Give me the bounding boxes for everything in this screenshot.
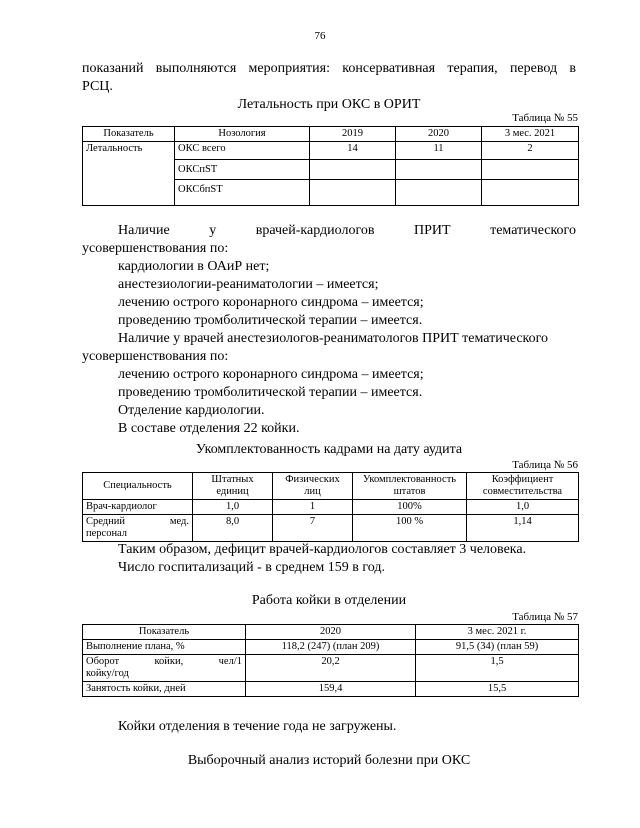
name-cell (83, 655, 246, 682)
name-cell: Выполнение плана, % (83, 640, 246, 655)
table56-title: Укомплектованность кадрами на дату аудита (195, 442, 463, 457)
word: Оборот (86, 656, 120, 667)
word: тематического (490, 223, 576, 238)
cardio-line-6: проведению тромболитической терапии – имеется. (118, 313, 423, 328)
table55-label: Таблица № 55 (512, 112, 578, 124)
header-cell: Коэффициент совместительства (467, 473, 579, 500)
intro-line-1: показаний выполняются мероприятия: консервативная терапия, перевод в (82, 61, 576, 76)
value-cell (310, 180, 396, 206)
value-cell: 1,14 (467, 515, 579, 542)
header-cell: Физических лиц (273, 473, 353, 500)
table-header-row (83, 127, 579, 142)
value-cell: 7 (273, 515, 353, 542)
table55-title: Летальность при ОКС в ОРИТ (237, 97, 421, 112)
table56-label: Таблица № 56 (512, 459, 578, 471)
summary-line-2: Число госпитализаций - в среднем 159 в год. (118, 560, 385, 575)
value-cell: 1,5 (416, 655, 579, 682)
value-cell: 1,0 (467, 500, 579, 515)
header-cell: Показатель (83, 625, 246, 640)
cardio-line-5: лечению острого коронарного синдрома – имеется; (118, 295, 424, 310)
spec-cell (83, 515, 193, 542)
value-cell (310, 160, 396, 180)
table-row (83, 500, 579, 515)
closing-line-1: Койки отделения в течение года не загружены. (118, 719, 397, 734)
word: у (209, 223, 217, 238)
nosology-cell: ОКС всего (175, 142, 310, 160)
header-cell: Специальность (83, 473, 193, 500)
summary-line-1: Таким образом, дефицит врачей-кардиологов составляет 3 человека. (118, 542, 527, 557)
value-cell: 118,2 (247) (план 209) (246, 640, 416, 655)
word: персонал (86, 528, 128, 539)
table-row (83, 515, 579, 542)
word: чел/1 (218, 656, 242, 667)
header-cell: 2019 (310, 127, 396, 142)
header-cell: Нозология (175, 127, 310, 142)
table57-label: Таблица № 57 (512, 611, 578, 623)
name-cell: Занятость койки, дней (83, 682, 246, 697)
value-cell: 2 (482, 142, 579, 160)
value-cell: 1,0 (193, 500, 273, 515)
spec-cell: Врач-кардиолог (83, 500, 193, 515)
intro-line-2: РСЦ. (82, 79, 113, 94)
value-cell: 100 % (353, 515, 467, 542)
header-cell: Показатель (83, 127, 175, 142)
table-row (83, 655, 579, 682)
page-number: 76 (314, 30, 326, 42)
table57-title: Работа койки в отделении (251, 593, 407, 608)
table-row (83, 142, 579, 160)
word: мед. (169, 516, 189, 527)
value-cell (396, 180, 482, 206)
value-cell: 100% (353, 500, 467, 515)
row-label: Летальность (83, 142, 175, 206)
cardio-line-3: кардиологии в ОАиР нет; (118, 259, 270, 274)
anest-line-6: В составе отделения 22 койки. (118, 421, 300, 436)
word: Наличие (118, 223, 170, 238)
closing-heading: Выборочный анализ историй болезни при ОКС (187, 753, 471, 768)
value-cell (482, 180, 579, 206)
cardio-line-4: анестезиологии-реаниматологии – имеется; (118, 277, 379, 292)
nosology-cell: ОКСпST (175, 160, 310, 180)
word: койку/год (86, 668, 129, 679)
anest-line-1: Наличие у врачей анестезиологов-реаниматологов ПРИТ тематического (118, 331, 549, 346)
header-cell: Укомплектованность штатов (353, 473, 467, 500)
value-cell: 1 (273, 500, 353, 515)
value-cell: 8,0 (193, 515, 273, 542)
value-cell: 159,4 (246, 682, 416, 697)
value-cell (396, 160, 482, 180)
value-cell: 11 (396, 142, 482, 160)
table-row (83, 640, 579, 655)
cardio-line-2: усовершенствования по: (82, 241, 229, 256)
header-cell: Штатных единиц (193, 473, 273, 500)
anest-line-2: усовершенствования по: (82, 349, 229, 364)
table-57 (82, 624, 579, 697)
header-cell: 2020 (396, 127, 482, 142)
value-cell: 91,5 (34) (план 59) (416, 640, 579, 655)
header-cell: 3 мес. 2021 (482, 127, 579, 142)
anest-line-5: Отделение кардиологии. (118, 403, 265, 418)
table-56 (82, 472, 579, 542)
table-55 (82, 126, 579, 206)
value-cell: 14 (310, 142, 396, 160)
word: ПРИТ (414, 223, 451, 238)
word: Средний (86, 516, 125, 527)
table-header-row (83, 473, 579, 500)
value-cell (482, 160, 579, 180)
value-cell: 15,5 (416, 682, 579, 697)
cardio-line-1 (118, 222, 576, 240)
word: врачей-кардиологов (255, 223, 375, 238)
value-cell: 20,2 (246, 655, 416, 682)
word: койки, (154, 656, 184, 667)
anest-line-4: проведению тромболитической терапии – имеется. (118, 385, 423, 400)
table-row (83, 682, 579, 697)
header-cell: 3 мес. 2021 г. (416, 625, 579, 640)
anest-line-3: лечению острого коронарного синдрома – имеется; (118, 367, 424, 382)
nosology-cell: ОКСбпST (175, 180, 310, 206)
header-cell: 2020 (246, 625, 416, 640)
table-header-row (83, 625, 579, 640)
